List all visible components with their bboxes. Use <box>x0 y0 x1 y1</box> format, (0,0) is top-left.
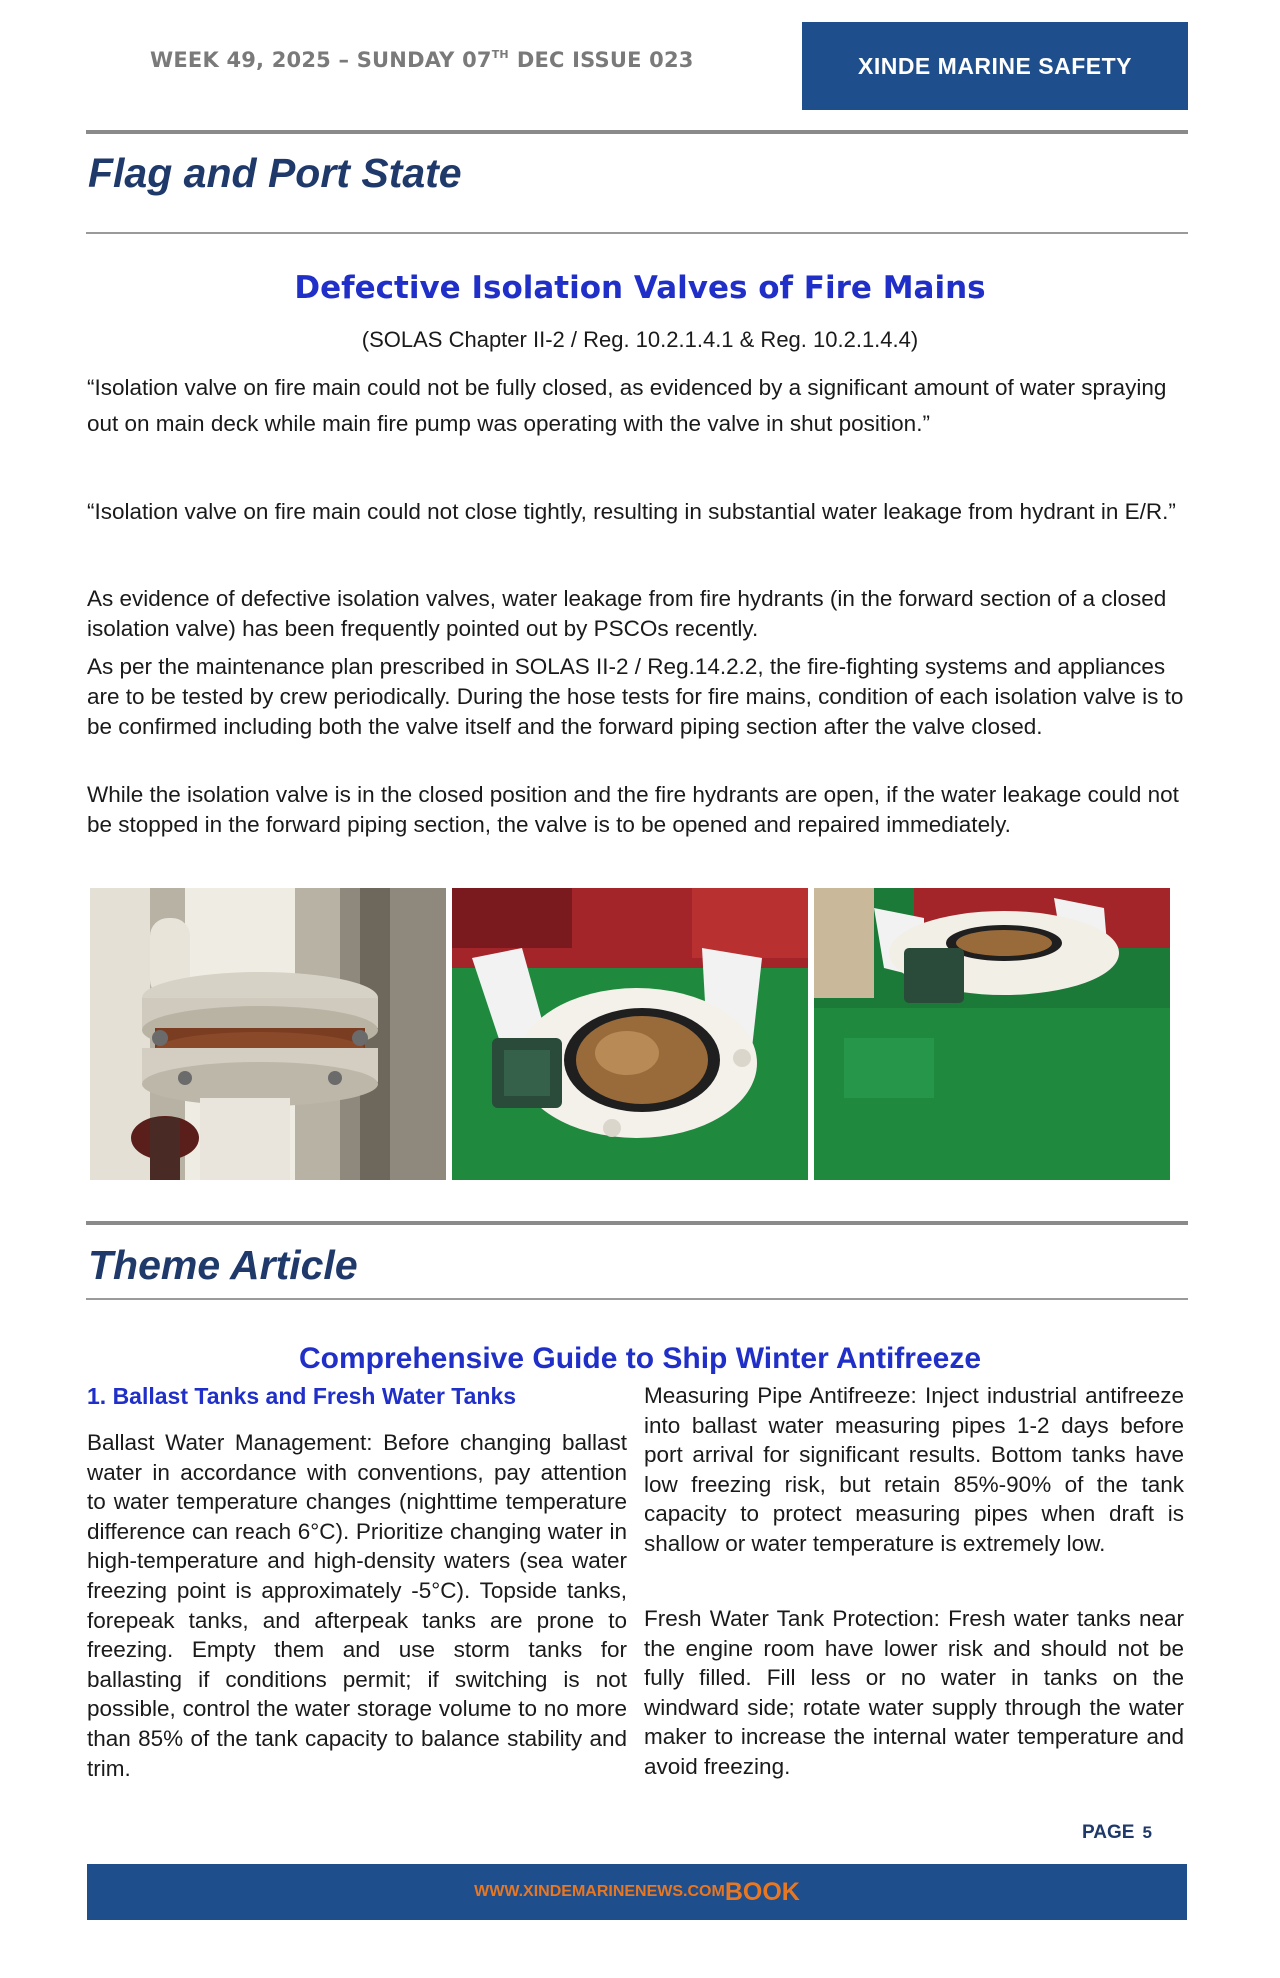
paragraph-ballast-management: Ballast Water Management: Before changing ballast water in accordance with conventions, pay attention to water temperature changes (nighttime temperature difference can reach 6°C). Prioritize changing water in high-temperature and high-density waters (sea water freezing point is approximately -5°C). Topside tanks, forepeak tanks, and afterpeak tanks are prone to freezing. Empty them and use storm tanks for ballasting if conditions permit; if switching is not possible, control the water storage volume to no more than 85% of the tank capacity to balance stability and trim. <box>87 1430 627 1781</box>
section-divider <box>86 232 1188 234</box>
section-title-flag-port-state: Flag and Port State <box>88 150 462 196</box>
issue-superscript: TH <box>491 48 509 61</box>
subheading-ballast-fresh-water: 1. Ballast Tanks and Fresh Water Tanks <box>87 1383 517 1409</box>
article-title: Defective Isolation Valves of Fire Mains <box>294 270 986 306</box>
footer-url[interactable]: WWW.XINDEMARINENEWS.COM <box>474 1883 725 1900</box>
footer-book: BOOK <box>724 1877 800 1906</box>
section-title-theme-article: Theme Article <box>88 1242 358 1288</box>
quote-2: “Isolation valve on fire main could not close tightly, resulting in substantial water leakage from hydrant in E/R.” <box>87 499 1176 524</box>
paragraph-fresh-water-tank: Fresh Water Tank Protection: Fresh water tanks near the engine room have lower risk and should not be fully filled. Fill less or no water in tanks on the windward side; rotate water supply through the water maker to increase the internal water temperature and avoid freezing. <box>644 1606 1184 1779</box>
guide-title: Comprehensive Guide to Ship Winter Antifreeze <box>298 1342 982 1375</box>
page-number <box>1082 1822 1152 1844</box>
photo-valve-flange <box>90 888 446 1180</box>
photo-valve-inspection-1 <box>452 888 808 1180</box>
photo-valve-inspection-2 <box>814 888 1170 1180</box>
quote-1: “Isolation valve on fire main could not be fully closed, as evidenced by a significant amount of water spraying out on main deck while main fire pump was operating with the valve in shut position.” <box>87 375 1167 436</box>
issue-suffix: DEC ISSUE 023 <box>516 48 694 72</box>
paragraph-repair: While the isolation valve is in the closed position and the fire hydrants are open, if the water leakage could not be stopped in the forward piping section, the valve is to be opened and repaired immediately. <box>87 782 1179 837</box>
paragraph-evidence: As evidence of defective isolation valves, water leakage from fire hydrants (in the forward section of a closed isolation valve) has been frequently pointed out by PSCOs recently. <box>87 586 1167 641</box>
page-number-value: 5 <box>1142 1823 1152 1842</box>
paragraph-measuring-pipe: Measuring Pipe Antifreeze: Inject industrial antifreeze into ballast water measuring pipes 1-2 days before port arrival for significant results. Bottom tanks have low freezing risk, but retain 85%-90% of the tank capacity to protect measuring pipes when draft is shallow or water temperature is extremely low. <box>644 1383 1184 1556</box>
issue-prefix: WEEK 49, 2025 – SUNDAY 07 <box>150 48 492 72</box>
header-divider <box>86 130 1188 134</box>
section-divider-top <box>86 1221 1188 1225</box>
section-divider <box>86 1298 1188 1300</box>
regulation-reference: (SOLAS Chapter II-2 / Reg. 10.2.1.4.1 & Reg. 10.2.1.4.4) <box>361 327 919 352</box>
footer-bar <box>87 1864 1187 1920</box>
brand-badge: XINDE MARINE SAFETY <box>802 22 1188 110</box>
paragraph-maintenance: As per the maintenance plan prescribed in SOLAS II-2 / Reg.14.2.2, the fire-fighting systems and appliances are to be tested by crew periodically. During the hose tests for fire mains, condition of each isolation valve is to be confirmed including both the valve itself and the forward piping section after the valve closed. <box>87 654 1184 739</box>
issue-line <box>150 48 694 72</box>
page-label: PAGE <box>1082 1822 1135 1843</box>
